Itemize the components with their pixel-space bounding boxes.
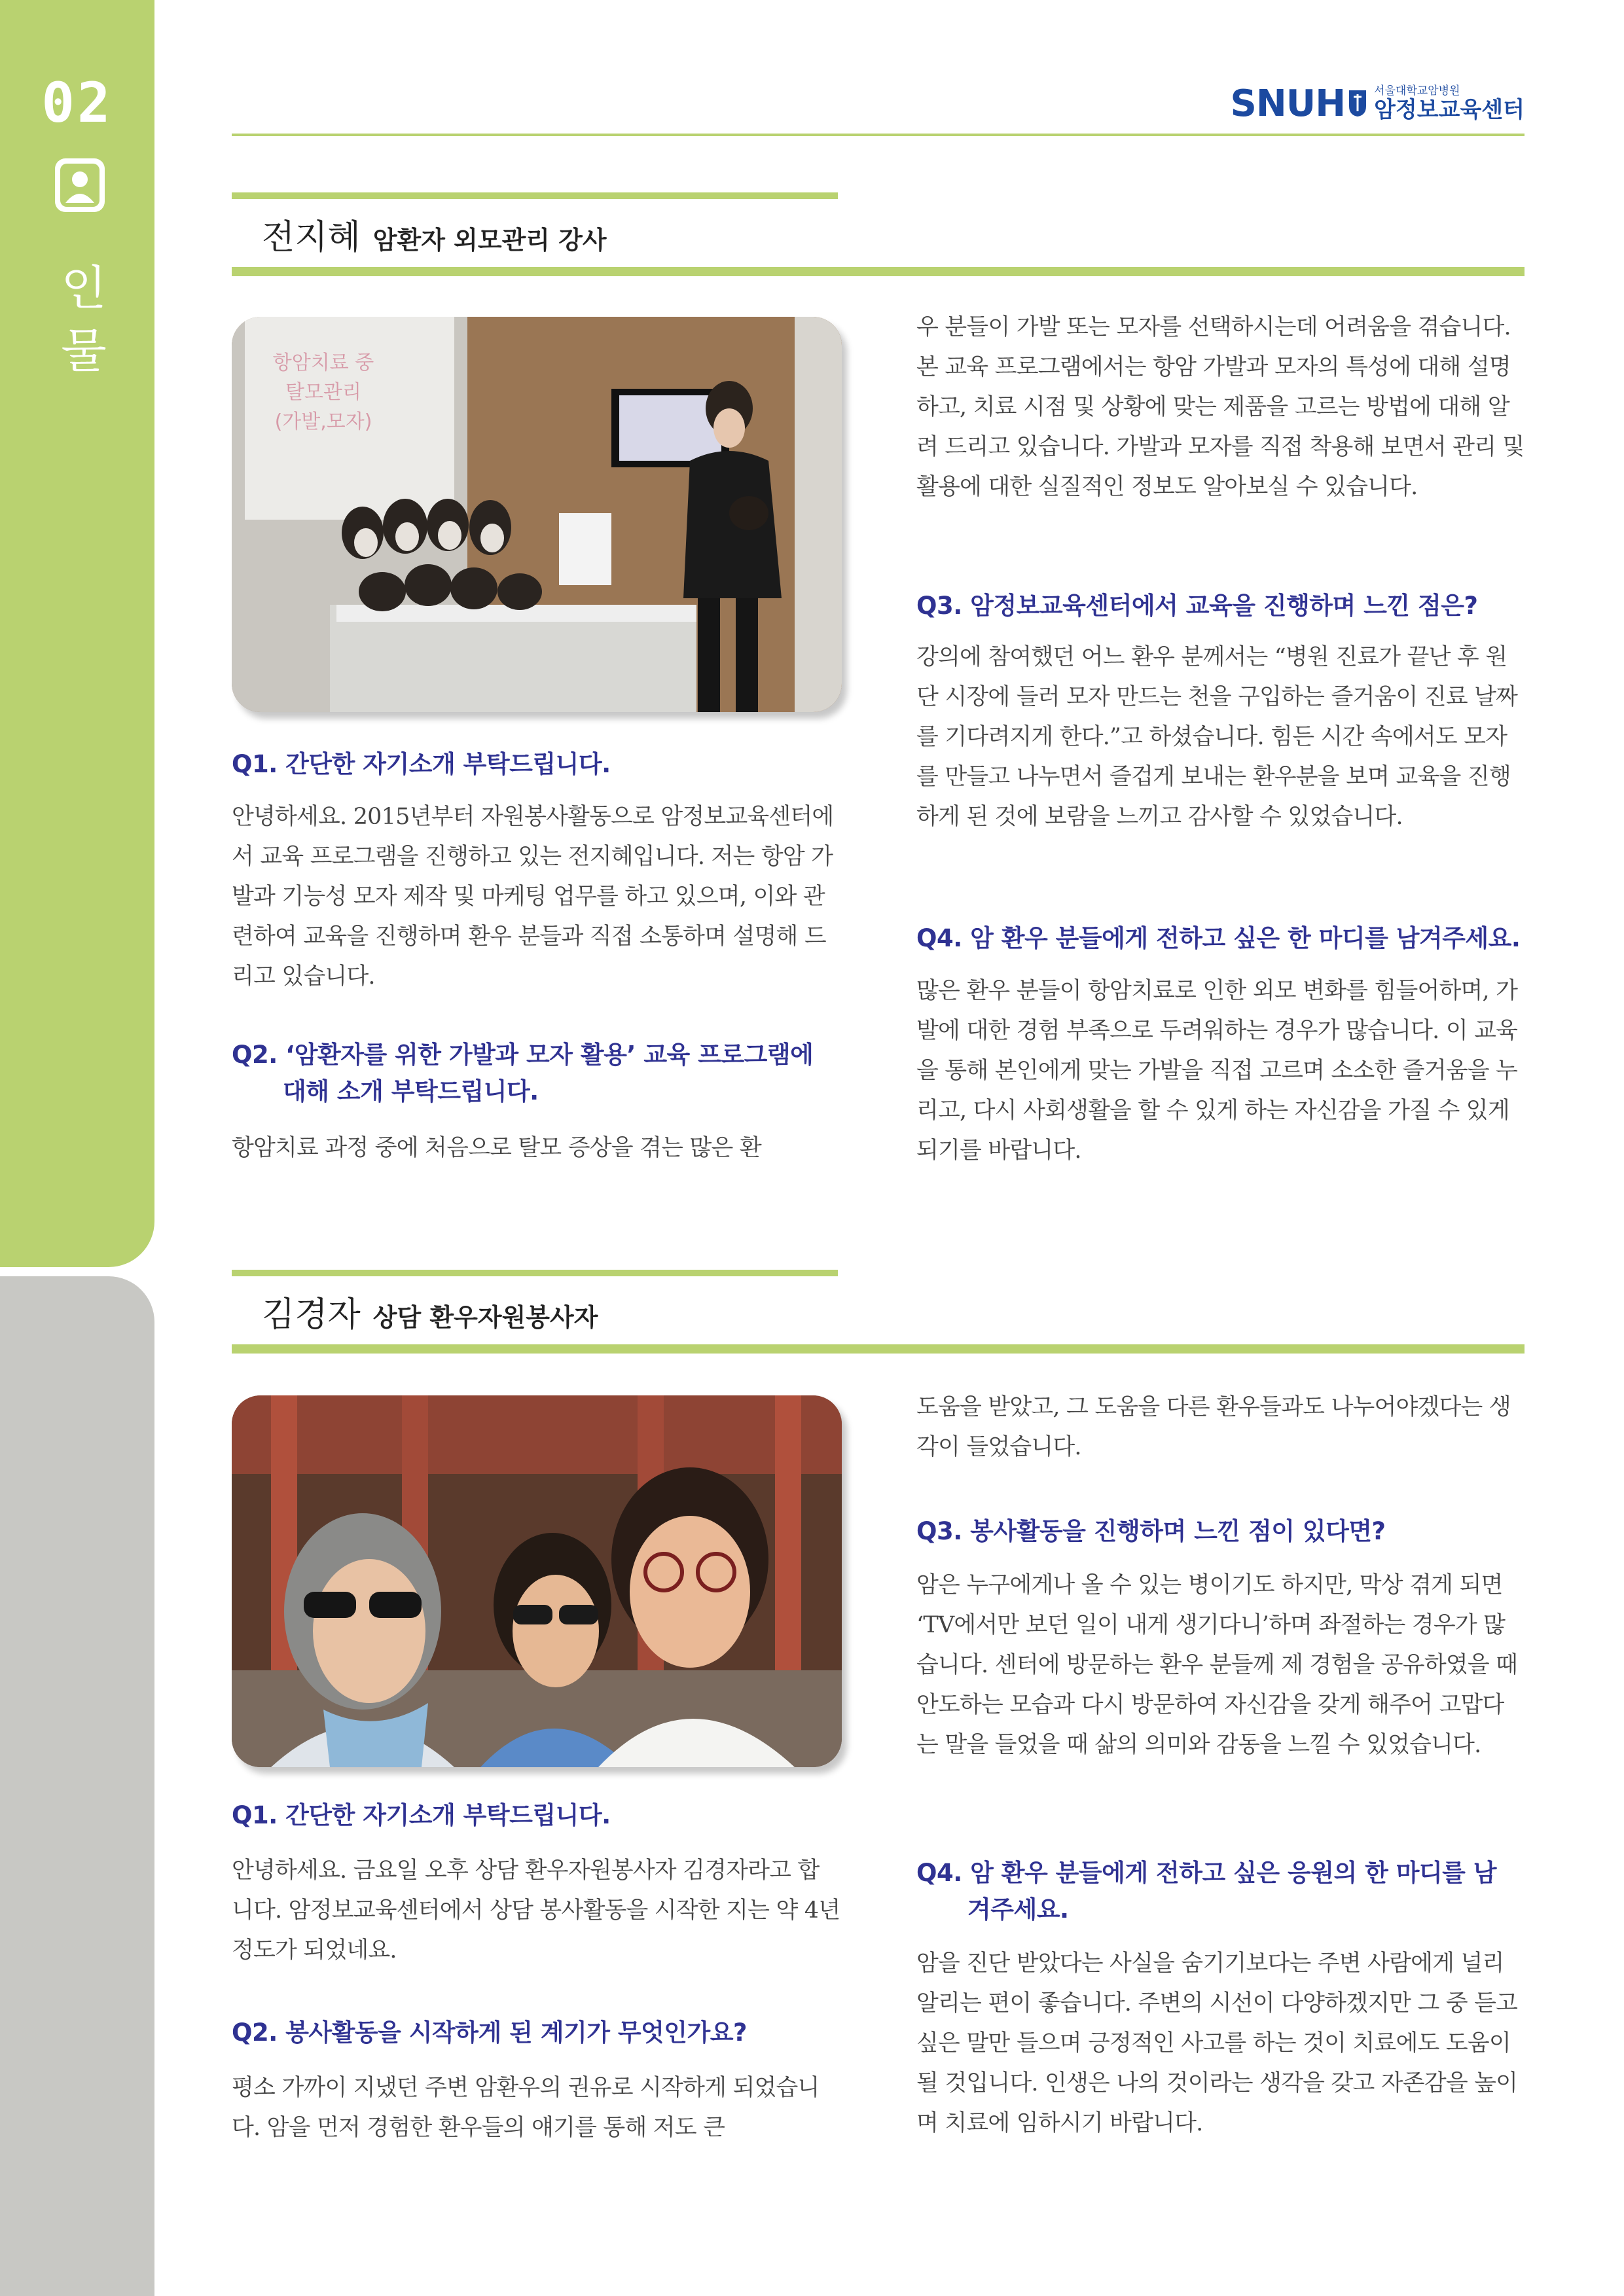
section1-photo <box>232 317 842 712</box>
chapter-number: 02 <box>41 71 113 135</box>
section2-title <box>262 1287 598 1336</box>
sidebar-grey-band <box>0 1276 154 2296</box>
section1-title <box>262 209 607 259</box>
section2-a2-right: 도움을 받았고, 그 도움을 다른 환우들과도 나누어야겠다는 생각이 들었습니다. <box>916 1394 1511 1460</box>
logo-emblem-icon <box>1348 89 1367 118</box>
slide-line-2: 탈모관리 <box>285 381 361 404</box>
section1-bottom-rule <box>232 267 1525 276</box>
section1-a2-left: 항암치료 과정 중에 처음으로 탈모 증상을 겪는 많은 환 <box>232 1135 761 1161</box>
slide-line-1: 항암치료 중 <box>272 351 374 374</box>
section1-q1: Q1. 간단한 자기소개 부탁드립니다. <box>232 750 611 778</box>
category-label: 인 물 <box>61 260 107 378</box>
person-icon <box>52 156 107 215</box>
section2-a2-left: 평소 가까이 지냈던 주변 암환우의 권유로 시작하게 되었습니다. 암을 먼저 경험한 환우들의 얘기를 통해 저도 큰 <box>232 2075 820 2141</box>
section2-q4: Q4. 암 환우 분들에게 전하고 싶은 응원의 한 마디를 남 겨주세요. <box>916 1859 1497 1924</box>
section1-name: 전지혜 <box>262 218 361 257</box>
section2-q2: Q2. 봉사활동을 시작하게 된 계기가 무엇인가요? <box>232 2018 747 2047</box>
section1-q4: Q4. 암 환우 분들에게 전하고 싶은 한 마디를 남겨주세요. <box>916 924 1521 952</box>
section2-top-rule <box>232 1270 838 1276</box>
section2-a3: 암은 누구에게나 올 수 있는 병이기도 하지만, 막상 겪게 되면 ‘TV에서만 보던 일이 내게 생기다니’하며 좌절하는 경우가 많습니다. 센터에 방문하는 환우 분들께 제 경험을 공유하였을 때 안도하는 모습과 다시 방문하여 자신감을 갖게 해주어 고맙다는 말을 들었을 때 삶의 의미와 감동을 느낄 수 있었습니다. <box>916 1572 1518 1758</box>
section2-a4: 암을 진단 받았다는 사실을 숨기기보다는 주변 사람에게 널리 알리는 편이 좋습니다. 주변의 시선이 다양하겠지만 그 중 듣고 싶은 말만 들으며 긍정적인 사고를 하는 것이 치료에도 도움이 될 것입니다. 인생은 나의 것이라는 생각을 갖고 자존감을 높이며 치료에 임하시기 바랍니다. <box>916 1950 1518 2136</box>
section1-a2-right: 우 분들이 가발 또는 모자를 선택하시는데 어려움을 겪습니다. 본 교육 프로그램에서는 항암 가발과 모자의 특성에 대해 설명하고, 치료 시점 및 상황에 맞는 제품을 고르는 방법에 대해 알려 드리고 있습니다. 가발과 모자를 직접 착용해 보면서 관리 및 활용에 대한 실질적인 정보도 알아보실 수 있습니다. <box>916 314 1525 500</box>
section1-role: 암환자 외모관리 강사 <box>372 226 607 255</box>
slide-line-3: (가발,모자) <box>274 410 372 433</box>
header-rule <box>232 134 1525 136</box>
section2-role: 상담 환우자원봉사자 <box>372 1303 598 1332</box>
section2-q1: Q1. 간단한 자기소개 부탁드립니다. <box>232 1801 611 1829</box>
section2-a1: 안녕하세요. 금요일 오후 상담 환우자원봉사자 김경자라고 합니다. 암정보교육센터에서 상담 봉사활동을 시작한 지는 약 4년 정도가 되었네요. <box>232 1857 840 1964</box>
section2-bottom-rule <box>232 1344 1525 1354</box>
section1-top-rule <box>232 192 838 199</box>
section1-a3: 강의에 참여했던 어느 환우 분께서는 “병원 진료가 끝난 후 원단 시장에 들러 모자 만드는 천을 구입하는 즐거움이 진료 날짜를 기다려지게 한다.”고 하셨습니다. 힘든 시간 속에서도 모자를 만들고 나누면서 즐겁게 보내는 환우분을 보며 교육을 진행하게 된 것에 보람을 느끼고 감사할 수 있었습니다. <box>916 644 1518 830</box>
logo-mark: SNUH <box>1230 82 1346 125</box>
section1-a4: 많은 환우 분들이 항암치료로 인한 외모 변화를 힘들어하며, 가발에 대한 경험 부족으로 두려워하는 경우가 많습니다. 이 교육을 통해 본인에게 맞는 가발을 직접 고르며 소소한 즐거움을 누리고, 다시 사회생활을 할 수 있게 하는 자신감을 가질 수 있게 되기를 바랍니다. <box>916 978 1518 1164</box>
section1-q3: Q3. 암정보교육센터에서 교육을 진행하며 느낀 점은? <box>916 592 1478 620</box>
section1-q2: Q2. ‘암환자를 위한 가발과 모자 활용’ 교육 프로그램에 대해 소개 부탁드립니다. <box>232 1041 814 1105</box>
logo-big-text: 암정보교육센터 <box>1374 97 1525 123</box>
section1-a1: 안녕하세요. 2015년부터 자원봉사활동으로 암정보교육센터에서 교육 프로그램을 진행하고 있는 전지혜입니다. 저는 항암 가발과 기능성 모자 제작 및 마케팅 업무를 하고 있으며, 이와 관련하여 교육을 진행하며 환우 분들과 직접 소통하며 설명해 드리고 있습니다. <box>232 804 834 990</box>
section2-photo <box>232 1395 842 1767</box>
logo-small-text: 서울대학교암병원 <box>1374 84 1460 98</box>
section2-name: 김경자 <box>262 1295 361 1335</box>
snuh-logo <box>1231 77 1525 130</box>
section2-q3: Q3. 봉사활동을 진행하며 느낀 점이 있다면? <box>916 1517 1386 1545</box>
